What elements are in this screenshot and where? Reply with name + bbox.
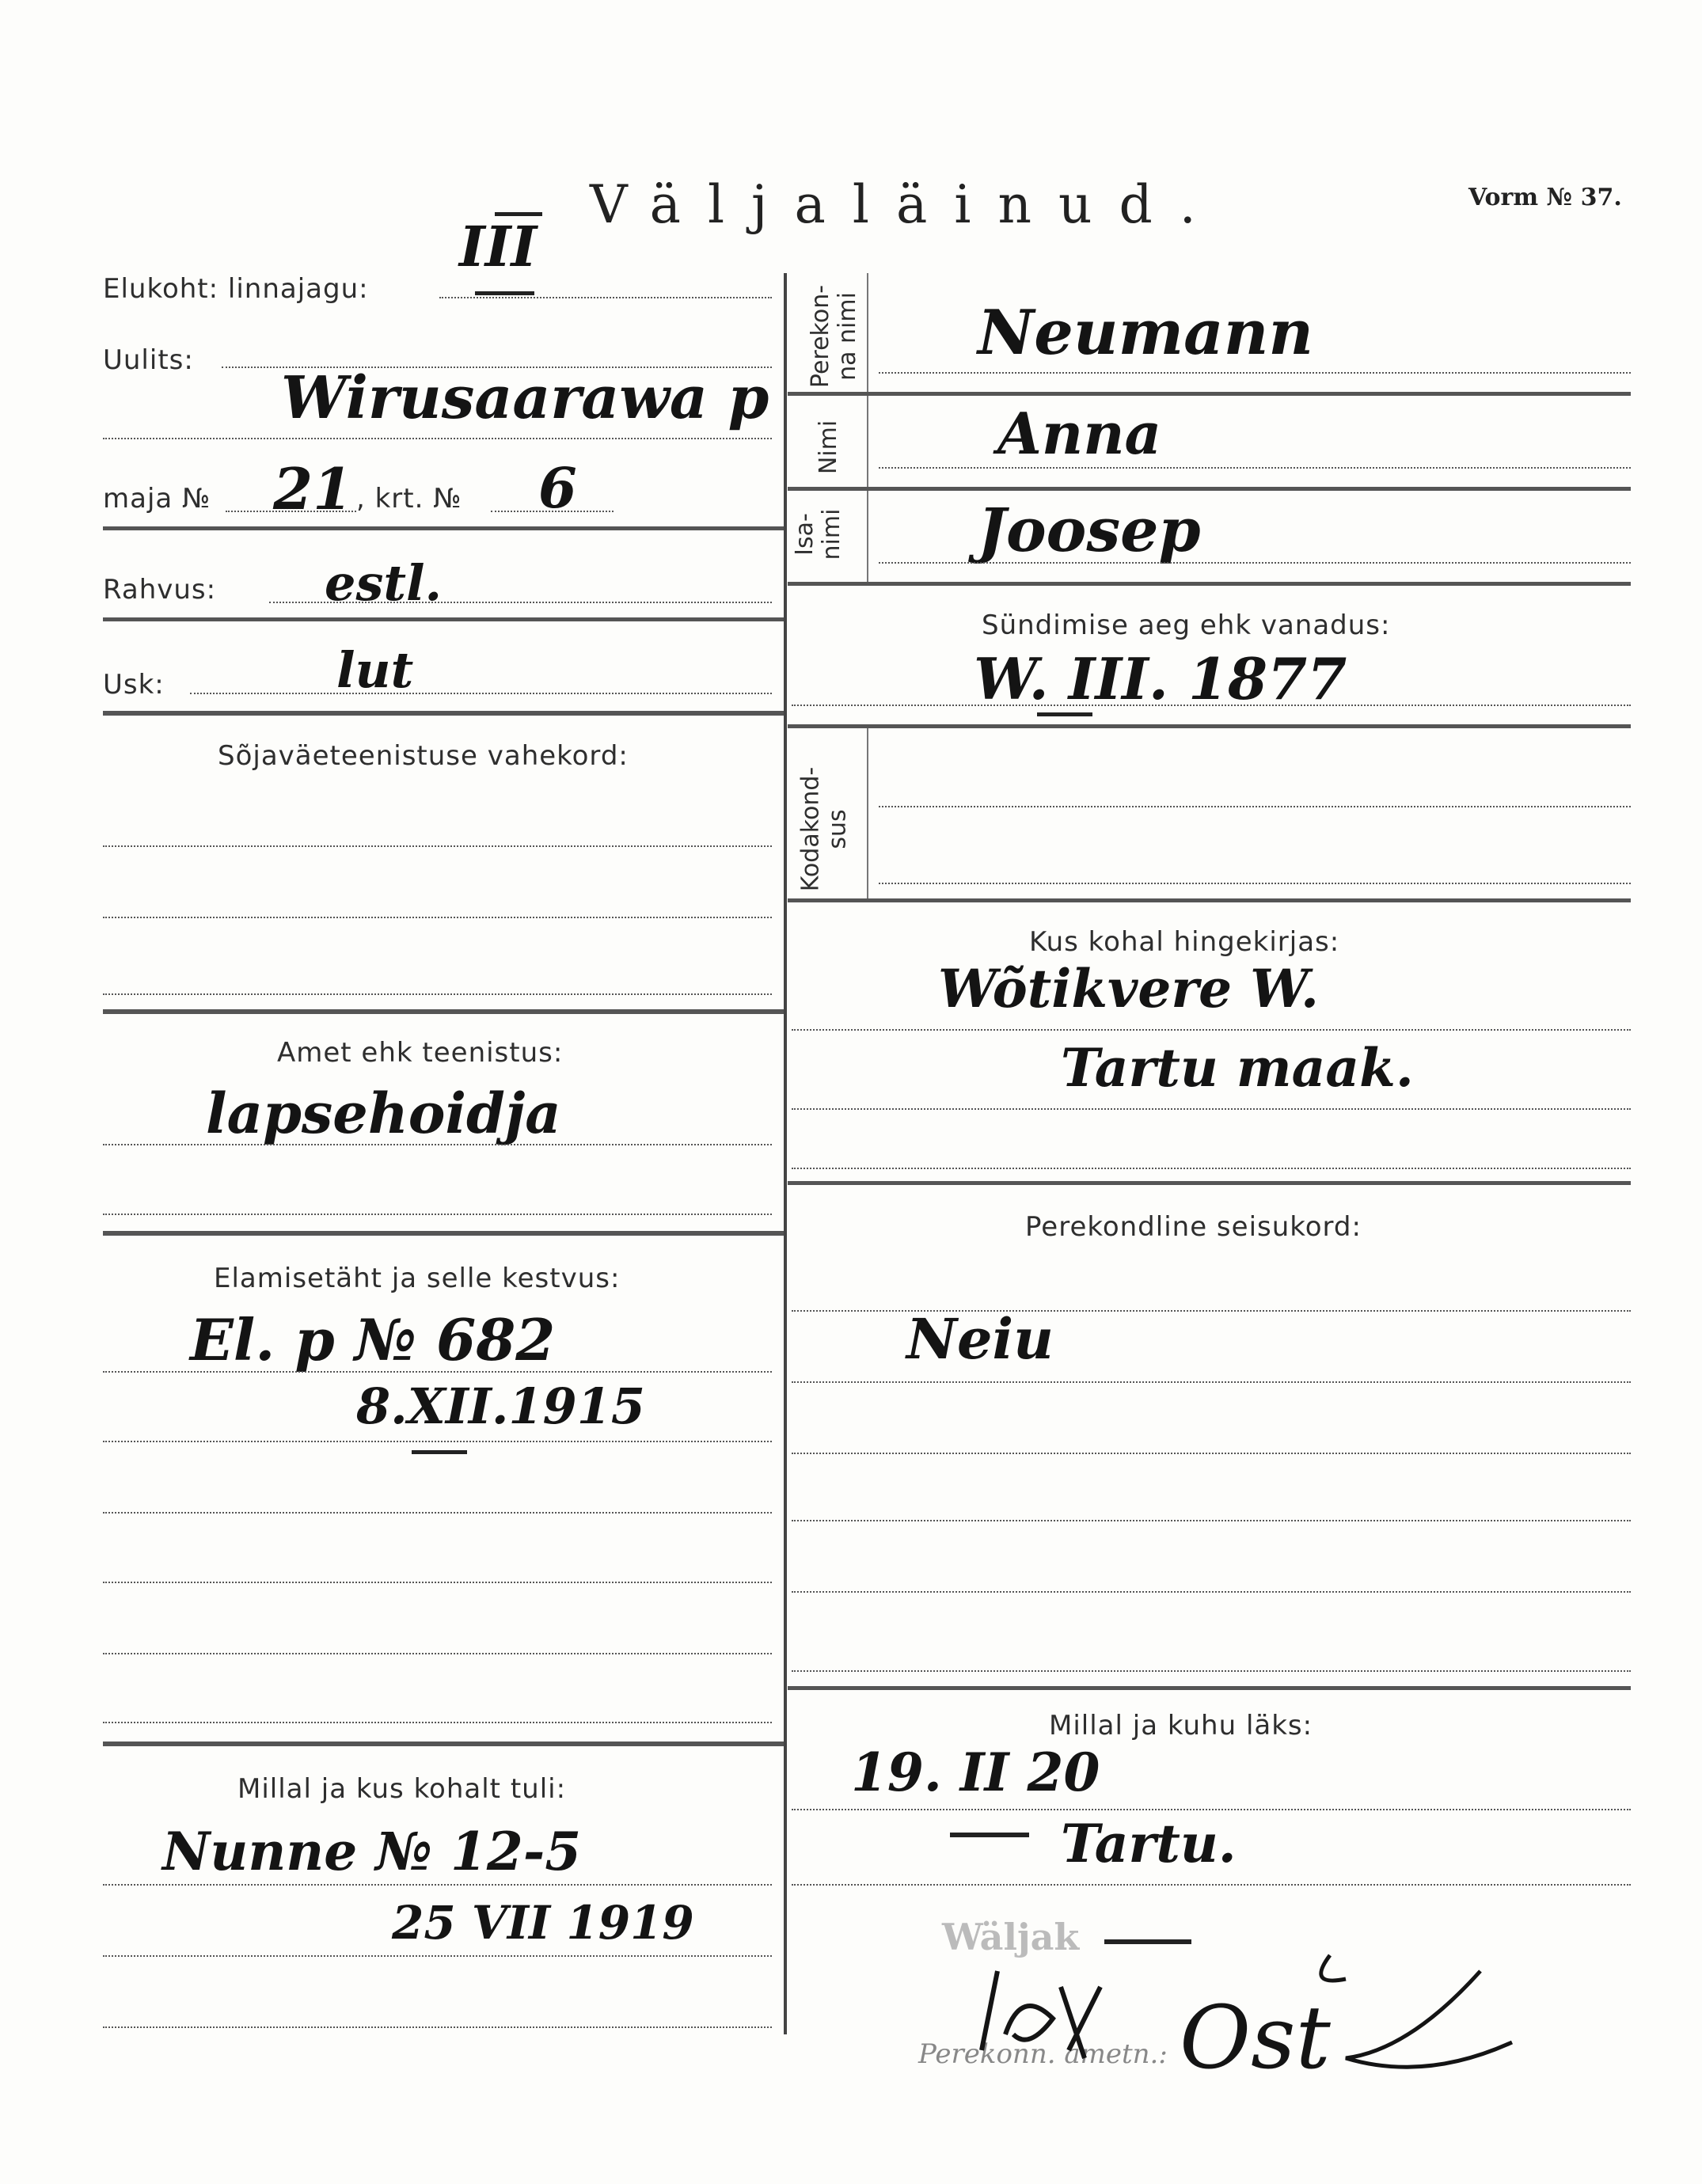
occupation-line-2 — [103, 1214, 772, 1215]
occupation-value: lapsehoidja — [206, 1081, 561, 1146]
divider-nationality — [103, 617, 784, 621]
divider-father — [788, 582, 1631, 586]
street-value: Wirusaarawa p — [281, 364, 769, 432]
register-line-3 — [792, 1168, 1631, 1169]
arrival-value-1: Nunne № 12-5 — [162, 1821, 582, 1882]
military-line-3 — [103, 993, 772, 995]
divider-occupation — [103, 1231, 784, 1236]
house-label: maja № — [103, 483, 211, 515]
firstname-line — [879, 467, 1631, 469]
marital-line-3 — [792, 1453, 1631, 1454]
father-label: Isa- nimi — [791, 508, 845, 560]
religion-label: Usk: — [103, 669, 165, 701]
marital-value: Neiu — [906, 1306, 1054, 1372]
permit-underline — [412, 1450, 467, 1454]
surname-label: Perekon- na nimi — [807, 284, 861, 389]
permit-line-3 — [103, 1512, 772, 1514]
citizenship-line-2 — [879, 883, 1631, 884]
apartment-value: 6 — [538, 455, 577, 521]
marital-line-2 — [792, 1381, 1631, 1383]
departure-line-1 — [792, 1809, 1631, 1810]
military-line-2 — [103, 917, 772, 918]
divider-religion — [103, 711, 784, 716]
center-divider — [784, 273, 787, 2034]
divider-surname — [788, 392, 1631, 396]
arrival-label: Millal ja kus kohalt tuli: — [237, 1773, 567, 1805]
nationality-label: Rahvus: — [103, 574, 217, 606]
marital-line-6 — [792, 1670, 1631, 1672]
divider-firstname — [788, 487, 1631, 491]
departure-value-2: Tartu. — [1061, 1813, 1237, 1874]
street-line-2 — [103, 438, 772, 439]
departure-dash — [950, 1833, 1029, 1837]
residence-line — [439, 297, 772, 298]
departure-value-1: 19. II 20 — [851, 1742, 1100, 1803]
birth-underline — [1037, 712, 1092, 716]
firstname-label: Nimi — [815, 420, 842, 475]
divider-birth — [788, 724, 1631, 728]
signature: Ost — [1180, 1987, 1331, 2088]
apartment-label: , krt. № — [356, 483, 462, 515]
citizenship-line-1 — [879, 806, 1631, 807]
register-line-1 — [792, 1029, 1631, 1031]
departure-line-2 — [792, 1884, 1631, 1886]
divider-permit — [103, 1742, 784, 1746]
permit-value-2: 8.XII.1915 — [356, 1377, 645, 1435]
street-label: Uulits: — [103, 344, 194, 376]
marital-line-5 — [792, 1591, 1631, 1593]
permit-line-5 — [103, 1653, 772, 1654]
label-column-divider-citizenship — [867, 728, 868, 902]
citizenship-label: Kodakond- sus — [796, 766, 852, 892]
military-label: Sõjaväeteenistuse vahekord: — [218, 740, 629, 772]
register-line-2 — [792, 1108, 1631, 1110]
register-value-1: Wõtikvere W. — [938, 958, 1319, 1020]
occupation-line-1 — [103, 1144, 772, 1145]
divider-marital — [788, 1686, 1631, 1690]
label-column-divider — [867, 273, 868, 586]
arrival-line-3 — [103, 2026, 772, 2028]
official-label: Perekonn. ametn.: — [918, 2038, 1168, 2070]
permit-line-6 — [103, 1722, 772, 1723]
permit-line-4 — [103, 1582, 772, 1583]
religion-line — [190, 693, 772, 694]
district-underline — [475, 291, 534, 295]
arrival-line-1 — [103, 1884, 772, 1886]
departure-label: Millal ja kuhu läks: — [1049, 1710, 1313, 1742]
marital-line-4 — [792, 1520, 1631, 1521]
divider-citizenship — [788, 898, 1631, 902]
religion-value: lut — [336, 641, 414, 699]
arrival-line-2 — [103, 1955, 772, 1957]
district-value: III — [459, 214, 538, 279]
marital-label: Perekondline seisukord: — [1025, 1211, 1362, 1243]
nationality-value: estl. — [325, 554, 443, 612]
surname-value: Neumann — [978, 297, 1314, 369]
residence-label: Elukoht: linnajagu: — [103, 273, 369, 305]
permit-label: Elamisetäht ja selle kestvus: — [214, 1263, 621, 1294]
permit-line-1 — [103, 1371, 772, 1373]
stamp-text: Wäljak — [942, 1916, 1080, 1958]
occupation-label: Amet ehk teenistus: — [277, 1037, 564, 1069]
divider-register — [788, 1181, 1631, 1185]
firstname-value: Anna — [997, 400, 1162, 467]
form-title: Väljaläinud. — [590, 174, 1223, 235]
permit-line-2 — [103, 1441, 772, 1442]
divider-military — [103, 1009, 784, 1014]
register-label: Kus kohal hingekirjas: — [1029, 926, 1340, 958]
signature-stroke-1 — [982, 1971, 1100, 2058]
birth-value: W. III. 1877 — [974, 645, 1347, 712]
birth-line — [792, 705, 1631, 706]
form-number: Vorm № 37. — [1468, 184, 1622, 211]
house-value: 21 — [273, 455, 353, 522]
signature-strokes — [934, 1924, 1536, 2114]
register-value-2: Tartu maak. — [1061, 1037, 1414, 1099]
signature-stroke-2 — [1321, 1955, 1512, 2067]
surname-line — [879, 372, 1631, 374]
birth-label: Sündimise aeg ehk vanadus: — [982, 610, 1391, 641]
arrival-value-2: 25 VII 1919 — [392, 1896, 694, 1950]
divider-house — [103, 526, 784, 530]
military-line-1 — [103, 845, 772, 847]
father-line — [879, 562, 1631, 564]
permit-value-1: El. p № 682 — [190, 1306, 556, 1373]
father-value: Joosep — [978, 495, 1201, 565]
